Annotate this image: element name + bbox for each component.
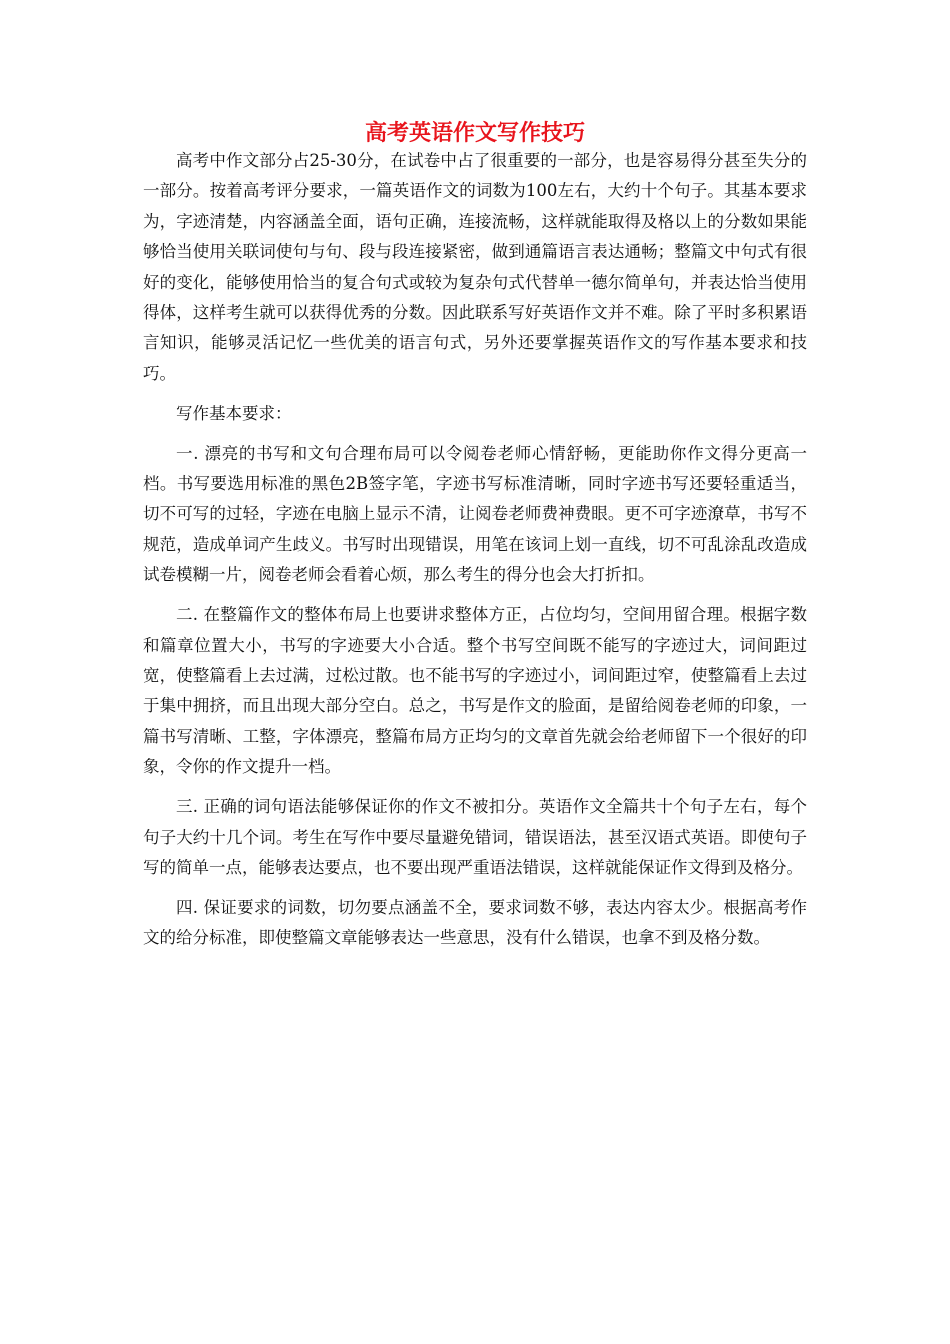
paragraph-point-1: 一. 漂亮的书写和文句合理布局可以令阅卷老师心情舒畅，更能助你作文得分更高一档。书写要选用标准的黑色2B签字笔，字迹书写标准清晰，同时字迹书写还要轻重适当，切不可写的过轻，字迹在电脑上显示不清，让阅卷老师费神费眼。更不可字迹潦草，书写不规范，造成单词产生歧义。书写时出现错误，用笔在该词上划一直线，切不可乱涂乱改造成试卷模糊一片，阅卷老师会看着心烦，那么考生的得分也会大打折扣。 [143,443,807,585]
paragraph-point-2: 二. 在整篇作文的整体布局上也要讲求整体方正，占位均匀，空间用留合理。根据字数和篇章位置大小，书写的字迹要大小合适。整个书写空间既不能写的字迹过大，词间距过宽，使整篇看上去过满，过松过散。也不能书写的字迹过小，词间距过窄，使整篇看上去过于集中拥挤，而且出现大部分空白。总之，书写是作文的脸面，是留给阅卷老师的印象，一篇书写清晰、工整，字体漂亮，整篇布局方正均匀的文章首先就会给老师留下一个很好的印象，令你的作文提升一档。 [143,605,807,777]
paragraph-point-3: 三. 正确的词句语法能够保证你的作文不被扣分。英语作文全篇共十个句子左右，每个句子大约十几个词。考生在写作中要尽量避免错词，错误语法，甚至汉语式英语。即使句子写的简单一点，能够表达要点，也不要出现严重语法错误，这样就能保证作文得到及格分。 [143,797,807,877]
paragraph-requirements-heading: 写作基本要求： [176,403,292,423]
paragraph-intro: 高考中作文部分占25-30分，在试卷中占了很重要的一部分，也是容易得分甚至失分的一部分。按着高考评分要求，一篇英语作文的词数为100左右，大约十个句子。其基本要求为，字迹清楚，内容涵盖全面，语句正确，连接流畅，这样就能取得及格以上的分数如果能够恰当使用关联词使句与句、段与段连接紧密，做到通篇语言表达通畅；整篇文中句式有很好的变化，能够使用恰当的复合句式或较为复杂句式代替单一德尔简单句，并表达恰当使用得体，这样考生就可以获得优秀的分数。因此联系写好英语作文并不难。除了平时多积累语言知识，能够灵活记忆一些优美的语言句式，另外还要掌握英语作文的写作基本要求和技巧。 [143,151,807,383]
document-body [143,146,807,954]
document-title: 高考英语作文写作技巧 [364,120,585,146]
paragraph-point-4: 四. 保证要求的词数，切勿要点涵盖不全，要求词数不够，表达内容太少。根据高考作文的给分标准，即使整篇文章能够表达一些意思，没有什么错误，也拿不到及格分数。 [143,897,807,948]
